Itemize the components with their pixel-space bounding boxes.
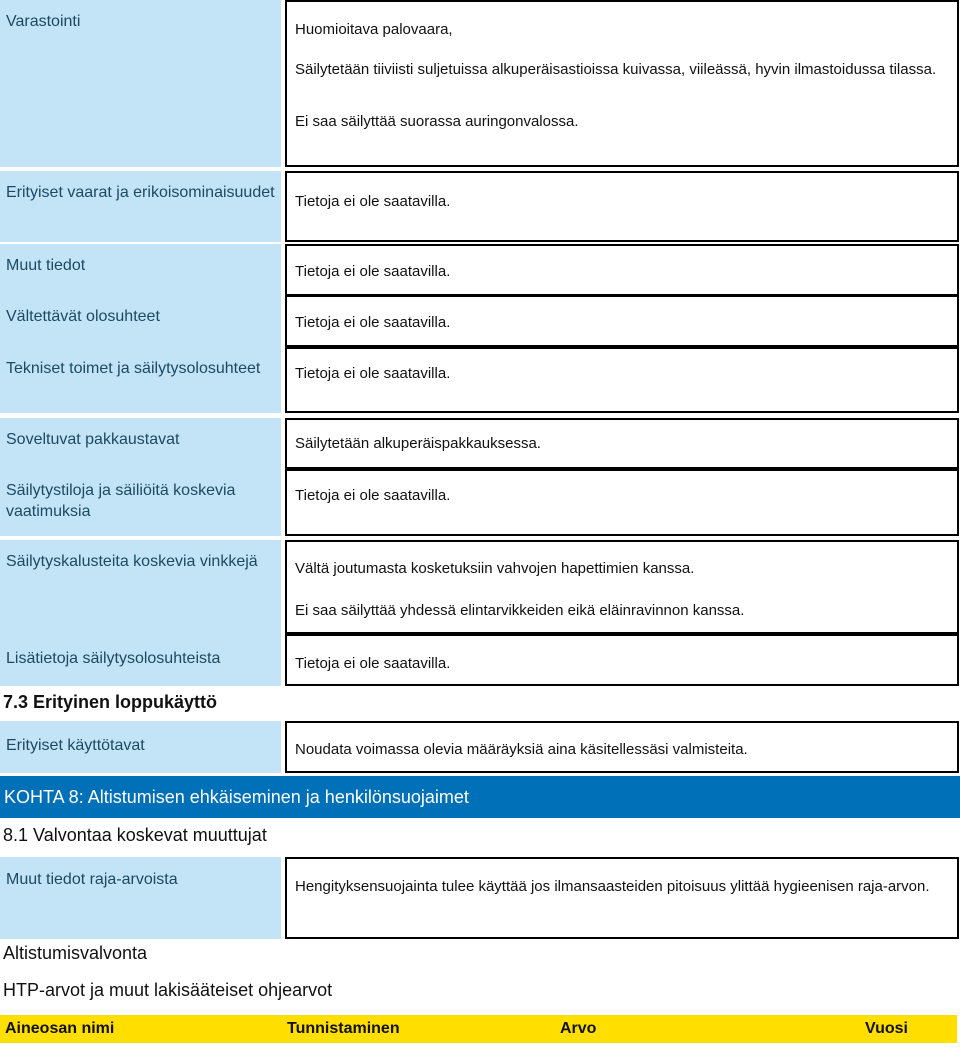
sailytyskalusteet-line-2: Ei saa säilyttää yhdessä elintarvikkeiden eikä eläinravinnon kanssa. xyxy=(295,602,745,619)
erityiset-vaarat-text: Tietoja ei ole saatavilla. xyxy=(295,193,451,210)
value-lisatietoja xyxy=(285,634,959,686)
label-lisatietoja: Lisätietoja säilytysolosuhteista xyxy=(0,634,281,686)
valtettavat-text: Tietoja ei ole saatavilla. xyxy=(295,314,451,331)
heading-7-3: 7.3 Erityinen loppukäyttö xyxy=(3,692,218,712)
tekniset-toimet-text: Tietoja ei ole saatavilla. xyxy=(295,365,451,382)
col-vuosi: Vuosi xyxy=(865,1020,908,1037)
erityiset-kayttotavat-text: Noudata voimassa olevia määräyksiä aina käsitellessäsi valmisteita. xyxy=(295,741,748,758)
value-muut-tiedot xyxy=(285,244,959,296)
muut-tiedot-text: Tietoja ei ole saatavilla. xyxy=(295,263,451,280)
label-varastointi: Varastointi xyxy=(0,0,281,167)
value-erityiset-vaarat xyxy=(285,171,959,242)
value-erityiset-kayttotavat xyxy=(285,721,959,773)
label-erityiset-vaarat: Erityiset vaarat ja erikoisominaisuudet xyxy=(0,171,281,242)
sailytyskalusteet-line-1: Vältä joutumasta kosketuksiin vahvojen hapettimien kanssa. xyxy=(295,560,695,577)
value-pakkaustavat xyxy=(285,418,959,469)
varastointi-line-1: Huomioitava palovaara, xyxy=(295,21,453,38)
label-muut-tiedot: Muut tiedot xyxy=(0,244,281,296)
label-sailytyskalusteet: Säilytyskalusteita koskevia vinkkejä xyxy=(0,540,281,634)
label-erityiset-kayttotavat: Erityiset käyttötavat xyxy=(0,721,281,773)
heading-8-1: 8.1 Valvontaa koskevat muuttujat xyxy=(3,825,267,845)
varastointi-line-3: Ei saa säilyttää suorassa auringonvalossa. xyxy=(295,113,579,130)
label-muut-tiedot-raja: Muut tiedot raja-arvoista xyxy=(0,857,281,939)
sailytystilat-text: Tietoja ei ole saatavilla. xyxy=(295,487,451,504)
label-sailytystilat: Säilytystiloja ja säiliöitä koskevia vaatimuksia xyxy=(0,469,281,536)
label-valtettavat-olosuhteet: Vältettävät olosuhteet xyxy=(0,295,281,347)
value-tekniset-toimet xyxy=(285,347,959,413)
pakkaustavat-text: Säilytetään alkuperäispakkauksessa. xyxy=(295,435,541,452)
value-varastointi xyxy=(285,0,959,167)
value-sailytystilat xyxy=(285,469,959,536)
col-aineosan-nimi: Aineosan nimi xyxy=(5,1020,115,1037)
table-header-row xyxy=(0,1015,957,1043)
heading-htp-arvot: HTP-arvot ja muut lakisääteiset ohjearvot xyxy=(3,980,333,1000)
label-pakkaustavat: Soveltuvat pakkaustavat xyxy=(0,418,281,469)
varastointi-line-2: Säilytetään tiiviisti suljetuissa alkuperäisastioissa kuivassa, viileässä, hyvin ilmastoidussa tilassa. xyxy=(295,61,937,78)
value-sailytyskalusteet xyxy=(285,540,959,634)
value-valtettavat-olosuhteet xyxy=(285,295,959,347)
col-tunnistaminen: Tunnistaminen xyxy=(287,1020,400,1037)
label-tekniset-toimet: Tekniset toimet ja säilytysolosuhteet xyxy=(0,347,281,413)
lisatietoja-text: Tietoja ei ole saatavilla. xyxy=(295,655,451,672)
col-arvo: Arvo xyxy=(560,1020,597,1037)
muut-tiedot-raja-text: Hengityksensuojainta tulee käyttää jos ilmansaasteiden pitoisuus ylittää hygieenisen raja-arvon. xyxy=(295,878,930,895)
value-muut-tiedot-raja xyxy=(285,857,959,939)
section-8-header: KOHTA 8: Altistumisen ehkäiseminen ja henkilönsuojaimet xyxy=(0,776,960,818)
heading-altistumisvalvonta: Altistumisvalvonta xyxy=(3,943,148,963)
